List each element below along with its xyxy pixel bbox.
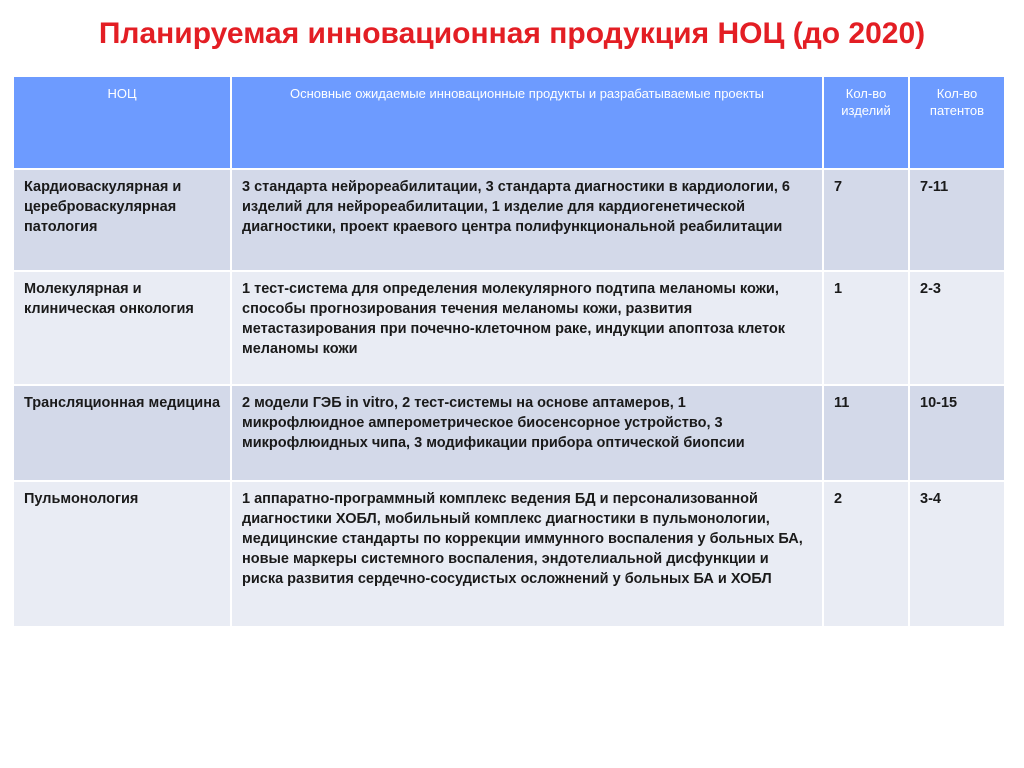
cell-items-count: 7 bbox=[823, 169, 909, 271]
cell-products: 2 модели ГЭБ in vitro, 2 тест-системы на основе аптамеров, 1 микрофлюидное амперометрическое биосенсорное устройство, 3 микрофлюидных чипа, 3 модификации прибора оптической биопсии bbox=[231, 385, 823, 481]
cell-noc: Кардиоваскулярная и цереброваскулярная патология bbox=[13, 169, 231, 271]
header-patents-count: Кол-во патентов bbox=[909, 76, 1005, 169]
table-row bbox=[13, 169, 1005, 271]
header-noc: НОЦ bbox=[13, 76, 231, 169]
header-products: Основные ожидаемые инновационные продукты и разрабатываемые проекты bbox=[231, 76, 823, 169]
cell-patents-count: 3-4 bbox=[909, 481, 1005, 627]
header-items-count: Кол-во изделий bbox=[823, 76, 909, 169]
cell-noc: Молекулярная и клиническая онкология bbox=[13, 271, 231, 385]
table-row bbox=[13, 385, 1005, 481]
innovation-table bbox=[12, 75, 1006, 628]
cell-patents-count: 7-11 bbox=[909, 169, 1005, 271]
cell-products: 1 аппаратно-программный комплекс ведения БД и персонализованной диагностики ХОБЛ, мобильный комплекс диагностики в пульмонологии, медицинские стандарты по коррекции иммунного воспаления у больных БА, новые маркеры системного воспаления, эндотелиальной дисфункции и риска развития сердечно-сосудистых осложнений у больных БА и ХОБЛ bbox=[231, 481, 823, 627]
cell-noc: Трансляционная медицина bbox=[13, 385, 231, 481]
cell-products: 3 стандарта нейрореабилитации, 3 стандарта диагностики в кардиологии, 6 изделий для нейрореабилитации, 1 изделие для кардиогенетической диагностики, проект краевого центра полифункциональной реабилитации bbox=[231, 169, 823, 271]
cell-items-count: 2 bbox=[823, 481, 909, 627]
slide-title: Планируемая инновационная продукция НОЦ (до 2020) bbox=[98, 17, 926, 50]
cell-products: 1 тест-система для определения молекулярного подтипа меланомы кожи, способы прогнозирования течения меланомы кожи, развития метастазирования при почечно-клеточном раке, индукции апоптоза клеток меланомы кожи bbox=[231, 271, 823, 385]
table-row bbox=[13, 481, 1005, 627]
cell-noc: Пульмонология bbox=[13, 481, 231, 627]
table-row bbox=[13, 271, 1005, 385]
cell-patents-count: 2-3 bbox=[909, 271, 1005, 385]
cell-items-count: 1 bbox=[823, 271, 909, 385]
cell-patents-count: 10-15 bbox=[909, 385, 1005, 481]
header-row bbox=[13, 76, 1005, 169]
cell-items-count: 11 bbox=[823, 385, 909, 481]
table-header bbox=[13, 76, 1005, 169]
table-body bbox=[13, 169, 1005, 627]
